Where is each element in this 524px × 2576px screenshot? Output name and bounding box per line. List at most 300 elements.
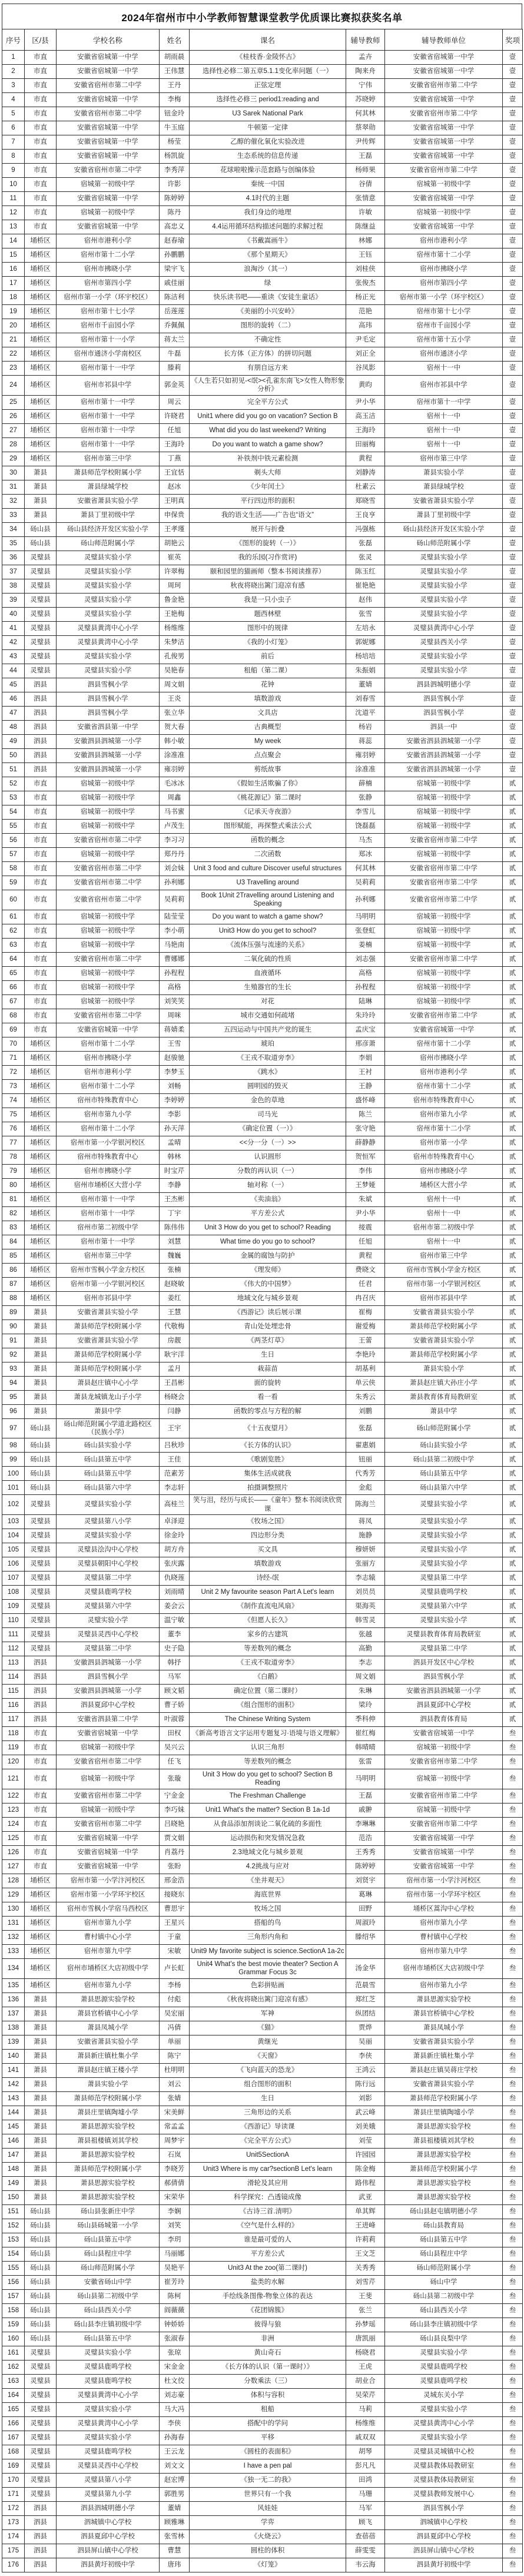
cell-tutor-school: 宿州市第二初级中学 [385, 1221, 503, 1235]
cell-district: 灵璧县 [25, 607, 57, 621]
cell-award: 叁 [503, 1803, 523, 1817]
cell-school: 宿城第一初级中学 [57, 805, 160, 819]
table-row [2, 1557, 523, 1572]
cell-district: 砀山县 [25, 2318, 57, 2332]
table-row [2, 277, 523, 291]
table-row [2, 762, 523, 777]
cell-school: 安徽省宿城第一中学 [57, 1727, 160, 1741]
table-row [2, 2501, 523, 2515]
table-row [2, 1235, 523, 1249]
table-row [2, 2416, 523, 2431]
cell-tutor-school: 宿州市第十二小学 [385, 248, 503, 263]
cell-lesson: 二次函数 [190, 847, 346, 861]
cell-index: 92 [2, 1348, 25, 1362]
cell-tutor: 范艳 [346, 305, 385, 319]
cell-award: 贰 [503, 1600, 523, 1614]
cell-lesson: 确定位置（第二课时） [190, 1685, 346, 1699]
cell-lesson: 《天窗》 [190, 2049, 346, 2063]
cell-tutor: 谷凤影 [346, 362, 385, 376]
table-row [2, 1769, 523, 1789]
cell-name: 韩林 [160, 1150, 190, 1164]
cell-district: 埇桥区 [25, 319, 57, 333]
table-row [2, 791, 523, 805]
cell-index: 70 [2, 1037, 25, 1051]
cell-award: 叁 [503, 1789, 523, 1803]
cell-tutor-school: 宿城第一初级中学 [385, 994, 503, 1009]
cell-index: 28 [2, 437, 25, 452]
cell-school: 萧县赵庄镇中心小学 [57, 1376, 160, 1390]
cell-lesson: 认识圆形 [190, 1150, 346, 1164]
cell-tutor: 王进峰 [346, 2219, 385, 2233]
cell-lesson: 平行四边形的面积 [190, 494, 346, 508]
cell-tutor: 王海玲 [346, 423, 385, 437]
cell-school: 宿州市拂晓小学 [57, 1051, 160, 1065]
cell-school: 萧县师范学校附属小学 [57, 1362, 160, 1376]
cell-name: 韩抒 [160, 1656, 190, 1670]
cell-name: 蒋婧柔 [160, 1023, 190, 1037]
table-row [2, 2007, 523, 2021]
cell-tutor-school: 萧县官桥镇中心学校 [385, 2007, 503, 2021]
cell-award: 壹 [503, 664, 523, 678]
cell-index: 81 [2, 1192, 25, 1206]
cell-index: 43 [2, 649, 25, 664]
cell-school: 泗县夏邱中心学校 [57, 1699, 160, 1713]
table-row [2, 1150, 523, 1164]
cell-award: 叁 [503, 1978, 523, 1992]
cell-tutor-school: 泗县黄圩初级中学 [385, 2558, 503, 2572]
cell-index: 169 [2, 2459, 25, 2473]
cell-lesson: 2.3地域文化与城乡景观 [190, 1845, 346, 1859]
cell-district: 萧县 [25, 1305, 57, 1320]
table-row [2, 1789, 523, 1803]
table-row [2, 2233, 523, 2247]
cell-school: 萧县凤城小学 [57, 2021, 160, 2035]
cell-award: 贰 [503, 1235, 523, 1249]
cell-tutor: 邢彦萧 [346, 1037, 385, 1051]
cell-name: 乔佩佩 [160, 319, 190, 333]
cell-index: 4 [2, 93, 25, 107]
cell-award: 壹 [503, 305, 523, 319]
cell-school: 安徽省砀山中学 [57, 2275, 160, 2289]
cell-index: 93 [2, 1362, 25, 1376]
cell-index: 152 [2, 2219, 25, 2233]
cell-index: 20 [2, 319, 25, 333]
cell-district: 萧县 [25, 2176, 57, 2190]
cell-lesson: 《美丽的小兴安岭》 [190, 305, 346, 319]
cell-award: 贰 [503, 1305, 523, 1320]
cell-tutor-school: 宿城第一初级中学 [385, 791, 503, 805]
cell-tutor-school: 萧县绿城学校 [385, 480, 503, 494]
cell-tutor: 张登虹 [346, 924, 385, 938]
cell-name: 张淑春 [160, 2332, 190, 2346]
cell-tutor: 朱斌 [346, 1192, 385, 1206]
cell-lesson: Unit3 At the zoo(第二课时) [190, 2261, 346, 2275]
cell-lesson: 搭船的鸟 [190, 1916, 346, 1930]
cell-award: 贰 [503, 1670, 523, 1685]
cell-tutor-school: 宿州市第一小学（环宇校区） [385, 291, 503, 305]
cell-lesson: 文具店 [190, 706, 346, 720]
cell-lesson: 完全平方公式 [190, 395, 346, 409]
cell-lesson: 《飞向蓝天的恐龙》 [190, 2063, 346, 2077]
cell-tutor-school: 安徽省宿城第一中学 [385, 1845, 503, 1859]
cell-name: 宁金金 [160, 1789, 190, 1803]
cell-district: 砀山县 [25, 2247, 57, 2261]
cell-school: 萧县思源实验学校 [57, 2120, 160, 2134]
table-row [2, 593, 523, 607]
cell-index: 122 [2, 1789, 25, 1803]
cell-lesson: Unit5SectionA [190, 2148, 346, 2162]
cell-award: 壹 [503, 107, 523, 121]
cell-lesson: 《假如生活欺骗了你》 [190, 777, 346, 791]
cell-name: 付彪 [160, 1992, 190, 2007]
cell-tutor: 陆琳 [346, 994, 385, 1009]
cell-tutor: 王文芝 [346, 2247, 385, 2261]
cell-award: 叁 [503, 1845, 523, 1859]
cell-award: 贰 [503, 1320, 523, 1334]
cell-tutor: 黄昀 [346, 376, 385, 396]
cell-index: 73 [2, 1079, 25, 1093]
cell-tutor: 关秀秀 [346, 2261, 385, 2275]
cell-tutor: 孙利娜 [346, 890, 385, 910]
cell-school: 宿州市第十一中学 [57, 395, 160, 409]
table-row [2, 1831, 523, 1845]
cell-lesson: 笑与泪，经历与成长——《童年》整本书阅读欣赏课 [190, 1495, 346, 1515]
cell-school: 宿州市拂晓小学 [57, 1164, 160, 1178]
cell-school: 萧县思源实验学校 [57, 2190, 160, 2204]
cell-award: 壹 [503, 206, 523, 220]
cell-index: 172 [2, 2501, 25, 2515]
cell-award: 壹 [503, 347, 523, 362]
cell-award: 壹 [503, 536, 523, 551]
table-row [2, 2303, 523, 2318]
cell-award: 贰 [503, 1515, 523, 1529]
cell-tutor-school: 砀山县第二初级中学 [385, 2289, 503, 2303]
cell-school: 安徽省泗县第二中学 [57, 1713, 160, 1727]
cell-district: 市直 [25, 206, 57, 220]
cell-award: 壹 [503, 649, 523, 664]
cell-school: 宿州市第十一中学 [57, 1235, 160, 1249]
cell-school: 灵璧县鹿鸣学校 [57, 2360, 160, 2374]
cell-district: 萧县 [25, 2148, 57, 2162]
table-row [2, 579, 523, 593]
cell-school: 砀山县第五中学 [57, 1467, 160, 1481]
cell-tutor-school: 宿州十一中 [385, 437, 503, 452]
cell-index: 45 [2, 678, 25, 692]
cell-index: 168 [2, 2445, 25, 2459]
cell-index: 35 [2, 536, 25, 551]
cell-school: 萧县中学 [57, 1404, 160, 1418]
cell-school: 安徽泗县泗城第一小学 [57, 734, 160, 748]
cell-lesson: 《理发师》 [190, 1263, 346, 1277]
cell-district: 埇桥区 [25, 1902, 57, 1916]
cell-district: 萧县 [25, 1334, 57, 1348]
cell-award: 壹 [503, 164, 523, 178]
table-row [2, 734, 523, 748]
cell-index: 153 [2, 2233, 25, 2247]
cell-tutor: 纵团结 [346, 2007, 385, 2021]
cell-award: 叁 [503, 1755, 523, 1769]
table-row [2, 79, 523, 93]
cell-district: 灵璧县 [25, 1543, 57, 1557]
cell-school: 宿城第一初级中学 [57, 178, 160, 192]
table-row [2, 1362, 523, 1376]
award-list-sheet [2, 4, 522, 2572]
cell-award: 壹 [503, 135, 523, 150]
cell-tutor-school: 安徽省宿州市第二中学 [385, 876, 503, 890]
cell-school: 宿城第一初级中学 [57, 1741, 160, 1755]
table-row [2, 1122, 523, 1136]
cell-index: 61 [2, 910, 25, 924]
cell-tutor-school: 灵璧县鹿鸣学校 [385, 1586, 503, 1600]
cell-school: 安徽省宿城第一中学 [57, 1859, 160, 1874]
cell-tutor-school: 萧县思源实验学校 [385, 2190, 503, 2204]
cell-school: 萧县师范学校附属小学 [57, 1348, 160, 1362]
cell-award: 叁 [503, 2487, 523, 2501]
cell-index: 60 [2, 890, 25, 910]
cell-school: 安徽省宿州市第二中学 [57, 833, 160, 847]
cell-tutor: 代秀芳 [346, 1467, 385, 1481]
cell-school: 宿州市港利小学 [57, 234, 160, 248]
cell-award: 贰 [503, 791, 523, 805]
cell-name: 姜红 [160, 1291, 190, 1305]
cell-lesson: 点点聚会 [190, 748, 346, 762]
cell-lesson: 家乡的古建筑 [190, 1628, 346, 1642]
cell-index: 159 [2, 2318, 25, 2332]
table-row [2, 1206, 523, 1221]
cell-name: 卢长虹 [160, 1958, 190, 1978]
cell-lesson: Unit 3 How do you get to school? Section B Reading [190, 1769, 346, 1789]
cell-school: 灵璧县黄湾中心小学 [57, 635, 160, 649]
table-row [2, 1453, 523, 1467]
cell-district: 灵璧县 [25, 565, 57, 579]
cell-name: 刘雨晴 [160, 1586, 190, 1600]
cell-tutor [346, 1944, 385, 1958]
cell-tutor-school: 宿城第一初级中学 [385, 910, 503, 924]
cell-school: 宿州市第一小学环宇校区 [57, 1888, 160, 1902]
cell-tutor-school: 砀山师范附属小学 [385, 2261, 503, 2275]
cell-award: 叁 [503, 1958, 523, 1978]
cell-school: 宿城第一初级中学 [57, 1769, 160, 1789]
cell-tutor-school: 灵璧县鹿鸣学校 [385, 2360, 503, 2374]
cell-name: 贾文娟 [160, 1831, 190, 1845]
cell-name: 史子隐 [160, 1642, 190, 1656]
table-row [2, 2049, 523, 2063]
cell-index: 18 [2, 291, 25, 305]
cell-tutor-school: 灵璧县教体局教研室 [385, 2473, 503, 2487]
cell-school: 砀山县实验小学 [57, 1438, 160, 1453]
cell-lesson: 牧场之国 [190, 1902, 346, 1916]
cell-award: 叁 [503, 2261, 523, 2275]
cell-award: 贰 [503, 1376, 523, 1390]
cell-lesson: 买文具 [190, 1543, 346, 1557]
table-row [2, 1438, 523, 1453]
cell-award: 贰 [503, 1586, 523, 1600]
cell-name: 许影 [160, 178, 190, 192]
cell-index: 56 [2, 833, 25, 847]
cell-lesson: 《少年闰土》 [190, 480, 346, 494]
cell-tutor: 葛琳 [346, 1888, 385, 1902]
cell-award: 叁 [503, 2007, 523, 2021]
cell-school: 灵璧县第二中学 [57, 1572, 160, 1586]
table-row [2, 1249, 523, 1263]
cell-name: 唐玮 [160, 2558, 190, 2572]
cell-tutor-school: 灵璧县实验小学 [385, 2346, 503, 2360]
cell-name: 李梅 [160, 93, 190, 107]
cell-index: 126 [2, 1845, 25, 1859]
cell-lesson: 黄继光 [190, 2035, 346, 2049]
cell-award: 壹 [503, 706, 523, 720]
table-row [2, 2134, 523, 2148]
cell-tutor-school: 灵璧县第二中学 [385, 1572, 503, 1586]
cell-index: 85 [2, 1249, 25, 1263]
cell-name: 阎薇薇 [160, 2303, 190, 2318]
cell-tutor-school: 泗县雪枫小学 [385, 692, 503, 706]
cell-district: 市直 [25, 107, 57, 121]
cell-district: 砀山县 [25, 2261, 57, 2275]
cell-index: 161 [2, 2346, 25, 2360]
cell-index: 74 [2, 1093, 25, 1108]
cell-award: 贰 [503, 1093, 523, 1108]
cell-index: 142 [2, 2077, 25, 2091]
cell-lesson: 《流体压强与流速的关系》 [190, 938, 346, 952]
cell-lesson: Unit3 How do you get to school? [190, 924, 346, 938]
cell-tutor: 马莉 [346, 2402, 385, 2416]
cell-name: 张璇 [160, 1769, 190, 1789]
cell-district: 市直 [25, 952, 57, 966]
cell-lesson: 滑轮及其应用 [190, 2176, 346, 2190]
cell-tutor: 金彪 [346, 1481, 385, 1495]
table-row [2, 2275, 523, 2289]
cell-name: 赵冰 [160, 480, 190, 494]
cell-award: 贰 [503, 1404, 523, 1418]
cell-tutor: 翟惠娟 [346, 1438, 385, 1453]
cell-tutor: 吴莉莉 [346, 876, 385, 890]
cell-tutor-school: 安徽省宿城第一中学 [385, 51, 503, 65]
cell-school: 灵璧实验小学 [57, 1614, 160, 1628]
table-row [2, 2148, 523, 2162]
cell-award: 叁 [503, 1769, 523, 1789]
cell-index: 64 [2, 952, 25, 966]
cell-name: 王艳梅 [160, 607, 190, 621]
cell-lesson: 认识三角形 [190, 1741, 346, 1755]
cell-tutor: 王蕾 [346, 1334, 385, 1348]
cell-award: 壹 [503, 263, 523, 277]
col-header-award: 奖项 [503, 29, 523, 51]
cell-award: 贰 [503, 1051, 523, 1065]
cell-tutor: 赵伟 [346, 593, 385, 607]
cell-tutor: 陈婷婷 [346, 1859, 385, 1874]
cell-district: 埇桥区 [25, 1978, 57, 1992]
cell-award: 叁 [503, 1916, 523, 1930]
cell-index: 130 [2, 1902, 25, 1916]
cell-tutor-school: 砀山师范附属小学 [385, 1418, 503, 1438]
cell-name: 鲁金艳 [160, 593, 190, 607]
cell-award: 壹 [503, 178, 523, 192]
cell-index: 106 [2, 1557, 25, 1572]
table-row [2, 1277, 523, 1291]
cell-index: 41 [2, 621, 25, 635]
cell-index: 158 [2, 2303, 25, 2318]
cell-name: 雍羽婷 [160, 762, 190, 777]
cell-tutor: 张情意 [346, 192, 385, 206]
cell-school: 泗县雪枫小学 [57, 692, 160, 706]
cell-lesson: 平移 [190, 2431, 346, 2445]
cell-district: 埇桥区 [25, 1037, 57, 1051]
cell-award: 叁 [503, 2063, 523, 2077]
cell-district: 砀山县 [25, 536, 57, 551]
cell-tutor-school: 宿州市第十二小学 [385, 1037, 503, 1051]
cell-index: 174 [2, 2529, 25, 2544]
cell-district: 萧县 [25, 2091, 57, 2106]
cell-award: 叁 [503, 2049, 523, 2063]
cell-award: 贰 [503, 1481, 523, 1495]
table-row [2, 2558, 523, 2572]
table-row [2, 1305, 523, 1320]
cell-name: 王雪 [160, 1037, 190, 1051]
cell-name: 周云 [160, 395, 190, 409]
cell-school: 宿州市拂晓小学 [57, 263, 160, 277]
cell-tutor-school: 宿州十一中 [385, 409, 503, 423]
cell-school: 泗县泗城明德小学 [57, 2501, 160, 2515]
cell-lesson: 分数乘法（三） [190, 2374, 346, 2388]
cell-tutor: 穆妍妍 [346, 1543, 385, 1557]
cell-tutor: 王梦娅 [346, 1178, 385, 1192]
cell-school: 灵璧县实验小学 [57, 607, 160, 621]
cell-index: 25 [2, 395, 25, 409]
cell-tutor-school: 宿州市拂晓小学 [385, 263, 503, 277]
cell-tutor: 马珊 [346, 2487, 385, 2501]
cell-district: 砀山县 [25, 1438, 57, 1453]
cell-tutor: 张静 [346, 791, 385, 805]
cell-lesson: 《卖油翁》 [190, 1192, 346, 1206]
cell-district: 市直 [25, 980, 57, 994]
cell-index: 135 [2, 1978, 25, 1992]
table-row [2, 1178, 523, 1192]
cell-district: 砀山县 [25, 2332, 57, 2346]
cell-school: 萧县师范学校附属小学 [57, 466, 160, 480]
cell-tutor: 武云峰 [346, 2106, 385, 2120]
cell-tutor: 刘正全 [346, 347, 385, 362]
cell-index: 119 [2, 1741, 25, 1755]
cell-tutor-school: 宿城第一初级中学 [385, 847, 503, 861]
cell-lesson: 颐和园里的猫画师（整本书阅读推荐） [190, 565, 346, 579]
cell-lesson: 《古诗三首.清明》 [190, 2204, 346, 2219]
cell-award: 叁 [503, 2332, 523, 2346]
table-row [2, 2219, 523, 2233]
cell-lesson: 海底世界 [190, 1888, 346, 1902]
cell-tutor: 田丽梅 [346, 437, 385, 452]
cell-school: 灵璧县黄湾中心小学 [57, 2416, 160, 2431]
cell-district: 砀山县 [25, 2303, 57, 2318]
cell-lesson: 《王戎不取道旁李》 [190, 1656, 346, 1670]
cell-tutor-school: 安徽省宿城第一中学 [385, 93, 503, 107]
cell-tutor: 刘春雪 [346, 692, 385, 706]
cell-award: 贰 [503, 1685, 523, 1699]
cell-name: 杜文佼 [160, 2374, 190, 2388]
cell-name: 曹思宇 [160, 1902, 190, 1916]
cell-award: 贰 [503, 1572, 523, 1586]
cell-tutor: 周淑玲 [346, 1916, 385, 1930]
cell-tutor-school: 安徽省宿州市第二中学 [385, 1817, 503, 1831]
cell-index: 86 [2, 1263, 25, 1277]
table-row [2, 706, 523, 720]
cell-district: 市直 [25, 1769, 57, 1789]
cell-tutor-school: 宿州市第一小学银河校区 [385, 1277, 503, 1291]
cell-award: 壹 [503, 248, 523, 263]
cell-award: 壹 [503, 508, 523, 522]
cell-index: 94 [2, 1376, 25, 1390]
table-row [2, 692, 523, 706]
